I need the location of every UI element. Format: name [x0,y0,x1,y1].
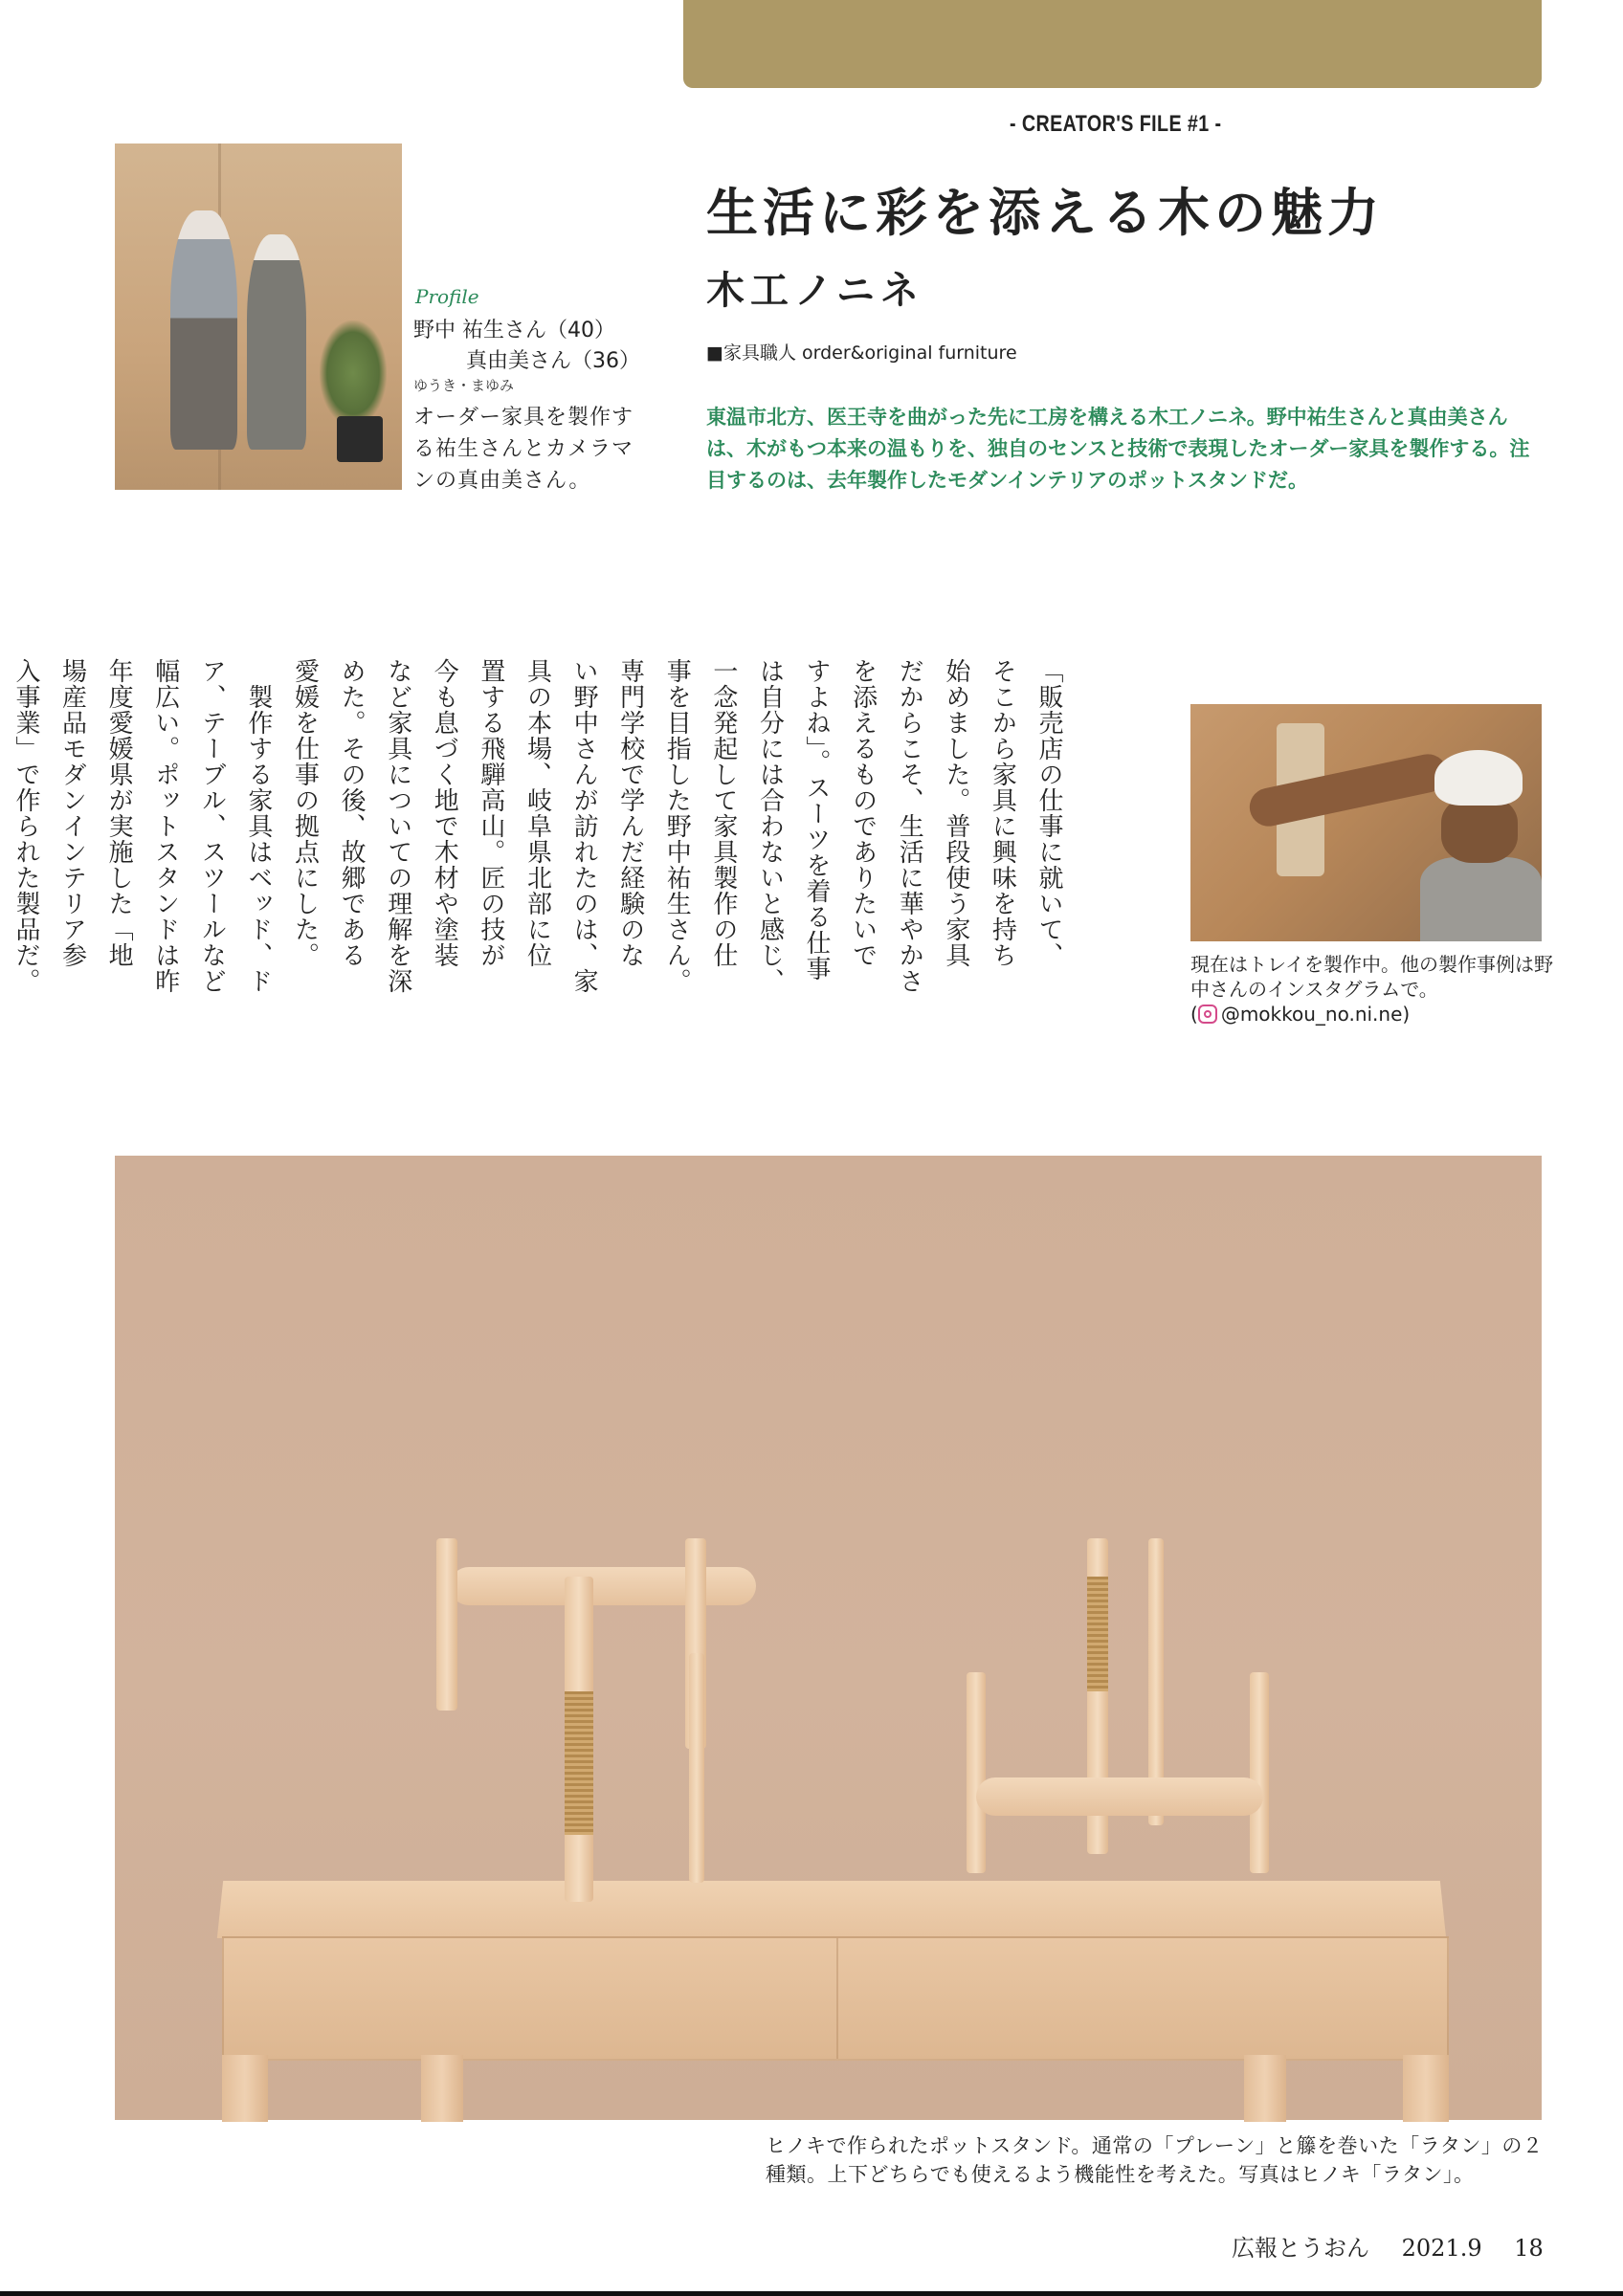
stand-leg [436,1538,457,1711]
body-column: 具の本場、岐阜県北部に位 [522,658,552,968]
person-figure [247,234,306,450]
series-label: - CREATOR'S FILE #1 - [1010,111,1222,137]
rattan-wrap [1087,1577,1108,1691]
body-column: 置する飛騨高山。匠の技が [476,658,505,968]
body-column: 専門学校で学んだ経験のな [615,658,645,968]
body-column: だからこそ、生活に華やかさ [895,658,924,994]
profile-description: オーダー家具を製作する祐生さんとカメラマンの真由美さん。 [413,406,634,493]
body-column: 幅広い。ポットスタンドは昨 [150,658,180,994]
person-body [1420,857,1542,941]
body-column: 入事業」で作られた製品だ。 [11,658,40,994]
body-column: 愛媛を仕事の拠点にした。 [290,658,320,968]
table-apron-left [222,1936,940,2061]
body-column: 製作する家具はベッド、ド [243,658,273,994]
person-face [1441,796,1518,863]
work-caption-text: 現在はトレイを製作中。他の製作事例は野中さんのインスタグラムで。 [1190,953,1553,1001]
stand-crossbar [450,1567,756,1605]
plant-pot [337,416,383,462]
plant-shape [320,320,387,426]
body-column: 場産品モダンインテリア参 [57,658,87,968]
issue-date: 2021.9 [1401,2235,1482,2262]
body-column: そこから家具に興味を持ち [988,658,1017,968]
rattan-wrap [565,1691,593,1835]
person-figure [170,210,237,450]
publication-name: 広報とうおん [1232,2235,1369,2262]
profile-label: Profile [415,285,479,308]
table-leg [222,2055,268,2122]
body-column: 年度愛媛県が実施した「地 [104,658,134,968]
body-column: 一念発起して家具製作の仕 [708,658,738,968]
body-column: 今も息づく地で木材や塗装 [430,658,459,968]
stand-leg [967,1672,986,1873]
job-description: ■家具職人 order&original furniture [706,342,1017,364]
body-column: 「販売店の仕事に就いて、 [1034,658,1063,968]
body-column: い野中さんが訪れたのは、家 [569,658,599,994]
page-footer [1232,2229,1568,2263]
article-title: 生活に彩を添える木の魅力 [706,183,1384,243]
profile-photo [115,144,402,490]
bottom-rule [0,2291,1623,2296]
work-photo-caption: 現在はトレイを製作中。他の製作事例は野中さんのインスタグラムで。 ( @mokkou_no.ni.ne) [1190,953,1553,1026]
stand-leg [1250,1672,1269,1873]
instagram-icon [1198,1004,1217,1024]
head-towel [1434,750,1523,806]
lead-paragraph: 東温市北方、医王寺を曲がった先に工房を構える木工ノニネ。野中祐生さんと真由美さんは、木がもつ本来の温もりを、独自のセンスと技術で表現したオーダー家具を製作する。注目するのは、去年製作したモダンインテリアのポットスタンドだ。 [706,406,1530,492]
page-number: 18 [1514,2235,1544,2262]
body-column: めた。その後、故郷である [337,658,367,968]
stand-leg [689,1653,704,1883]
profile-name-yuki: 野中 祐生さん（40） [413,319,615,342]
article-subtitle: 木工ノニネ [706,269,924,313]
article-body-vertical [11,658,1072,1056]
profile-name-mayumi: 真由美さん（36） [466,349,640,373]
table-apron-right [836,1936,1449,2061]
body-column: は自分には合わないと感じ、 [755,658,785,994]
work-photo [1190,704,1542,941]
body-column: 事を目指した野中祐生さん。 [662,658,692,994]
body-column: 始めました。普段使う家具 [941,658,970,968]
instagram-handle[interactable]: @mokkou_no.ni.ne [1220,1003,1403,1026]
body-column: すよね」。スーツを着る仕事 [802,658,832,982]
body-column: ア、テーブル、スツールなど [197,658,227,994]
profile-reading: ゆうき・まゆみ [413,377,515,394]
main-photo [115,1156,1542,2120]
body-column: など家具についての理解を深 [383,658,412,994]
main-photo-caption: ヒノキで作られたポットスタンド。通常の「プレーン」と籐を巻いた「ラタン」の２種類。上下どちらでも使えるよう機能性を考えた。写真はヒノキ「ラタン」。 [766,2134,1544,2186]
table-top-right [828,1881,1446,1938]
stand-crossbar [976,1777,1263,1816]
table-leg [421,2055,463,2122]
body-column: を添えるものでありたいで [848,658,878,968]
table-leg [1403,2055,1449,2122]
table-leg [1244,2055,1286,2122]
header-color-band [683,0,1542,88]
